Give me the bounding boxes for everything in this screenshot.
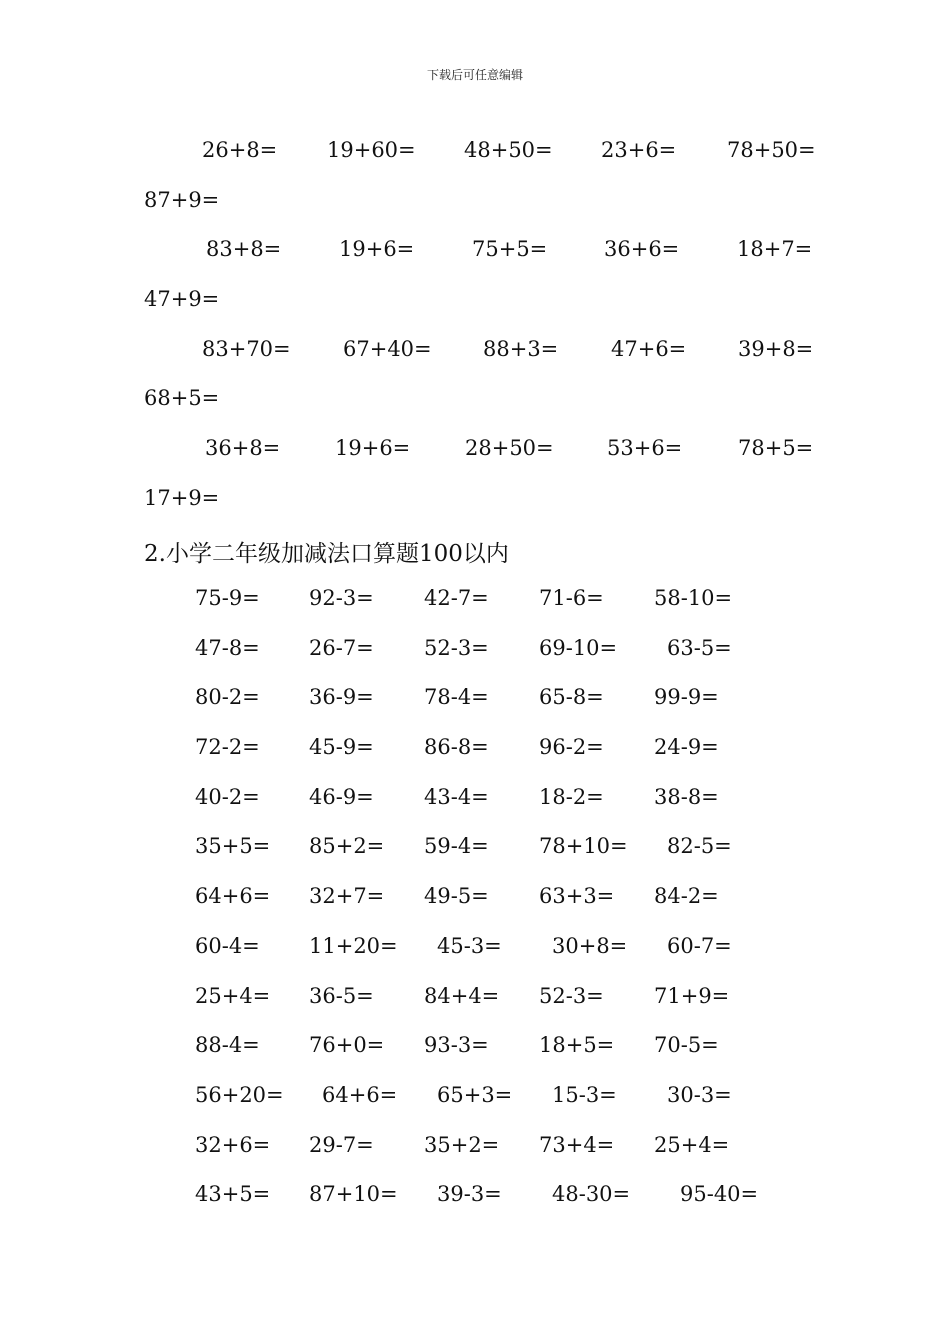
problem: 28+50= — [465, 436, 554, 460]
problem: 78+10= — [539, 834, 628, 858]
problem: 93-3= — [424, 1033, 489, 1057]
problem: 59-4= — [424, 834, 489, 858]
problem: 52-3= — [539, 984, 604, 1008]
problem: 46-9= — [309, 785, 374, 809]
problem: 67+40= — [343, 337, 432, 361]
problem: 30+8= — [552, 934, 628, 958]
problem: 63-5= — [667, 636, 732, 660]
page-header: 下载后可任意编辑 — [426, 68, 523, 82]
problem: 75-9= — [195, 586, 260, 610]
problem: 71+9= — [654, 984, 730, 1008]
problem: 65-8= — [539, 685, 604, 709]
problem: 58-10= — [654, 586, 733, 610]
problem: 35+5= — [195, 834, 271, 858]
problem: 76+0= — [309, 1033, 385, 1057]
problem: 47-8= — [195, 636, 260, 660]
problem: 18+5= — [539, 1033, 615, 1057]
problem: 52-3= — [424, 636, 489, 660]
problem: 39+8= — [738, 337, 814, 361]
problem: 29-7= — [309, 1133, 374, 1157]
problem: 85+2= — [309, 834, 385, 858]
problem: 26+8= — [202, 138, 278, 162]
problem: 63+3= — [539, 884, 615, 908]
problem-wrapped: 17+9= — [144, 486, 220, 510]
problem: 82-5= — [667, 834, 732, 858]
problem: 60-7= — [667, 934, 732, 958]
problem: 83+70= — [202, 337, 291, 361]
problem: 25+4= — [654, 1133, 730, 1157]
problem: 24-9= — [654, 735, 719, 759]
problem: 64+6= — [195, 884, 271, 908]
problem: 43-4= — [424, 785, 489, 809]
problem-wrapped: 47+9= — [144, 287, 220, 311]
problem: 39-3= — [437, 1182, 502, 1206]
problem: 11+20= — [309, 934, 398, 958]
problem-wrapped: 87+9= — [144, 188, 220, 212]
problem: 78-4= — [424, 685, 489, 709]
problem: 65+3= — [437, 1083, 513, 1107]
problem: 92-3= — [309, 586, 374, 610]
problem: 32+7= — [309, 884, 385, 908]
problem: 23+6= — [601, 138, 677, 162]
problem: 45-9= — [309, 735, 374, 759]
problem: 15-3= — [552, 1083, 617, 1107]
problem: 99-9= — [654, 685, 719, 709]
problem: 83+8= — [206, 237, 282, 261]
problem: 36+6= — [604, 237, 680, 261]
problem: 36-9= — [309, 685, 374, 709]
problem: 73+4= — [539, 1133, 615, 1157]
problem: 49-5= — [424, 884, 489, 908]
problem: 18+7= — [737, 237, 813, 261]
problem: 80-2= — [195, 685, 260, 709]
problem: 19+6= — [339, 237, 415, 261]
problem: 19+60= — [327, 138, 416, 162]
problem: 40-2= — [195, 785, 260, 809]
problem: 56+20= — [195, 1083, 284, 1107]
problem: 95-40= — [680, 1182, 759, 1206]
problem: 84+4= — [424, 984, 500, 1008]
problem: 87+10= — [309, 1182, 398, 1206]
problem: 72-2= — [195, 735, 260, 759]
problem: 86-8= — [424, 735, 489, 759]
problem: 75+5= — [472, 237, 548, 261]
problem: 78+50= — [727, 138, 816, 162]
problem: 35+2= — [424, 1133, 500, 1157]
problem: 70-5= — [654, 1033, 719, 1057]
problem: 84-2= — [654, 884, 719, 908]
problem: 25+4= — [195, 984, 271, 1008]
problem: 30-3= — [667, 1083, 732, 1107]
problem: 38-8= — [654, 785, 719, 809]
problem: 19+6= — [335, 436, 411, 460]
problem: 32+6= — [195, 1133, 271, 1157]
problem: 78+5= — [738, 436, 814, 460]
problem: 69-10= — [539, 636, 618, 660]
problem-wrapped: 68+5= — [144, 386, 220, 410]
problem: 36-5= — [309, 984, 374, 1008]
problem: 48+50= — [464, 138, 553, 162]
problem: 53+6= — [607, 436, 683, 460]
problem: 71-6= — [539, 586, 604, 610]
problem: 60-4= — [195, 934, 260, 958]
problem: 47+6= — [611, 337, 687, 361]
problem: 26-7= — [309, 636, 374, 660]
problem: 96-2= — [539, 735, 604, 759]
problem: 18-2= — [539, 785, 604, 809]
problem: 45-3= — [437, 934, 502, 958]
problem: 88+3= — [483, 337, 559, 361]
problem: 88-4= — [195, 1033, 260, 1057]
problem: 43+5= — [195, 1182, 271, 1206]
problem: 36+8= — [205, 436, 281, 460]
problem: 48-30= — [552, 1182, 631, 1206]
problem: 42-7= — [424, 586, 489, 610]
section2-heading: 2.小学二年级加减法口算题100以内 — [144, 541, 509, 567]
problem: 64+6= — [322, 1083, 398, 1107]
